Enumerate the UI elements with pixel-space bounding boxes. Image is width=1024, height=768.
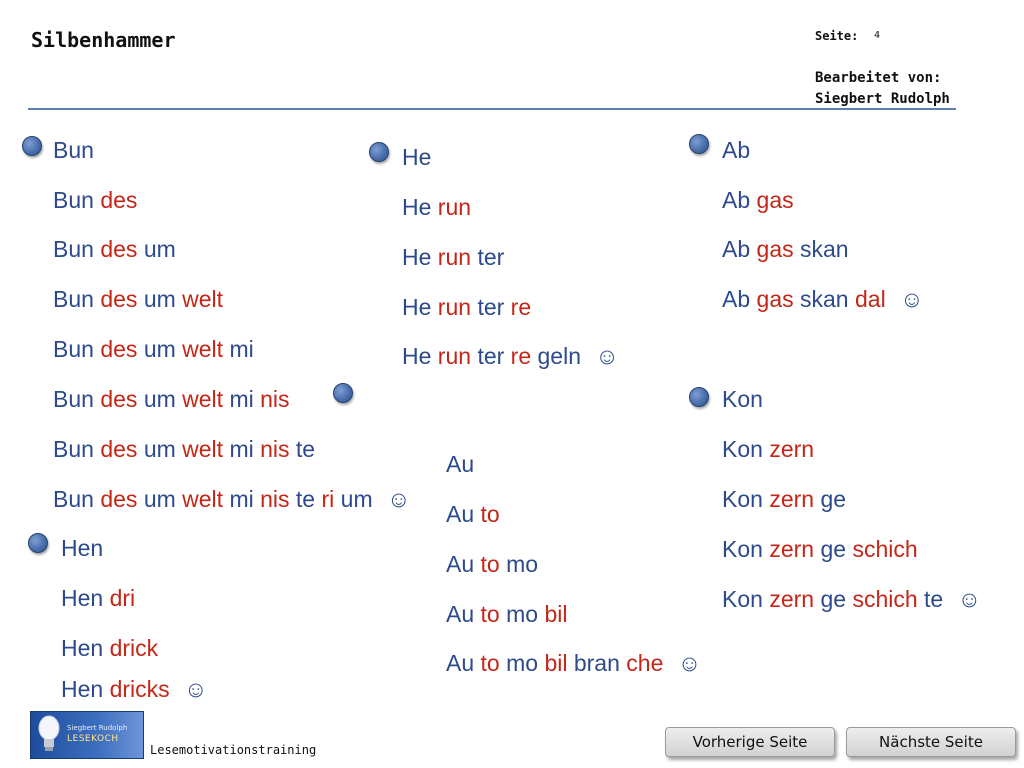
syllable: dricks [109, 676, 170, 702]
syllable: zern [769, 586, 815, 612]
syllable-line [722, 285, 924, 313]
syllable: Ab [722, 137, 751, 163]
bullet-dot-herunter[interactable] [369, 142, 389, 162]
syllable: geln [537, 343, 581, 369]
header-divider [28, 108, 956, 110]
syllable-line [61, 534, 103, 562]
syllable: Kon [722, 586, 763, 612]
syllable: mo [506, 650, 539, 676]
syllable-line [722, 385, 763, 413]
syllable-line [446, 649, 701, 677]
syllable: bil [544, 650, 568, 676]
syllable: welt [182, 286, 224, 312]
syllable: Kon [722, 436, 763, 462]
syllable: ge [820, 536, 847, 562]
syllable: ter [477, 343, 505, 369]
syllable-line [402, 143, 431, 171]
syllable: to [480, 650, 500, 676]
syllable: des [100, 236, 138, 262]
lesekoch-logo [30, 711, 144, 759]
syllable: te [295, 436, 316, 462]
bullet-dot-bundes[interactable] [22, 136, 42, 156]
syllable: Bun [53, 187, 94, 213]
syllable-line [53, 235, 176, 263]
syllable: Bun [53, 436, 94, 462]
syllable: mo [506, 551, 539, 577]
syllable: Hen [61, 585, 104, 611]
syllable: Hen [61, 535, 104, 561]
syllable-line [446, 600, 567, 628]
page-title: Silbenhammer [31, 28, 176, 52]
syllable-line [402, 243, 504, 271]
syllable: skan [800, 236, 849, 262]
syllable: um [143, 336, 176, 362]
syllable: He [402, 343, 432, 369]
syllable: des [100, 436, 138, 462]
syllable: drick [109, 635, 159, 661]
syllable: He [402, 194, 432, 220]
syllable: welt [182, 486, 224, 512]
bullet-dot-abgas[interactable] [689, 134, 709, 154]
syllable: run [437, 194, 472, 220]
logo-author: Siegbert Rudolph [67, 724, 128, 732]
syllable: nis [260, 386, 290, 412]
logo-brand: LESEKOCH [67, 734, 119, 744]
syllable: Ab [722, 286, 751, 312]
syllable: ge [820, 486, 847, 512]
syllable: schich [852, 536, 918, 562]
syllable: gas [756, 286, 794, 312]
syllable: dal [855, 286, 886, 312]
syllable: Ab [722, 187, 751, 213]
syllable: des [100, 286, 138, 312]
syllable: mo [506, 601, 539, 627]
syllable: Au [446, 551, 475, 577]
syllable: dri [109, 585, 136, 611]
syllable: Ab [722, 236, 751, 262]
syllable: Au [446, 601, 475, 627]
syllable-line [53, 285, 223, 313]
syllable-line [446, 550, 538, 578]
footer-label: Lesemotivationstraining [150, 743, 317, 757]
syllable: te [924, 586, 944, 612]
syllable-line [402, 342, 619, 370]
syllable-line [61, 675, 208, 703]
syllable-line [446, 500, 500, 528]
syllable-line [402, 293, 531, 321]
syllable: che [626, 650, 664, 676]
syllable: um [143, 386, 176, 412]
smiley-icon: ☺ [387, 486, 411, 512]
syllable: welt [182, 386, 224, 412]
syllable: des [100, 336, 138, 362]
syllable: welt [182, 336, 224, 362]
syllable: Bun [53, 386, 94, 412]
smiley-icon: ☺ [957, 586, 982, 612]
syllable-line [722, 186, 794, 214]
syllable: Au [446, 501, 475, 527]
syllable-line [446, 450, 474, 478]
syllable: ter [477, 294, 505, 320]
next-page-button[interactable]: Nächste Seite [846, 727, 1016, 757]
syllable: gas [756, 236, 794, 262]
smiley-icon: ☺ [595, 343, 619, 369]
syllable: schich [852, 586, 918, 612]
syllable: zern [769, 536, 815, 562]
syllable: mi [229, 486, 254, 512]
edited-label: Bearbeitet von: [815, 70, 942, 86]
syllable: ri [321, 486, 335, 512]
syllable: He [402, 144, 432, 170]
previous-page-button[interactable]: Vorherige Seite [665, 727, 835, 757]
syllable-line [402, 193, 471, 221]
syllable: Au [446, 650, 475, 676]
syllable: He [402, 294, 432, 320]
syllable: um [143, 236, 176, 262]
syllable-line [53, 335, 254, 363]
page-number: 4 [874, 30, 881, 41]
syllable: um [143, 486, 176, 512]
syllable: Kon [722, 486, 763, 512]
syllable: to [480, 551, 500, 577]
bullet-dot-henri[interactable] [28, 533, 48, 553]
syllable: um [340, 486, 373, 512]
syllable: des [100, 386, 138, 412]
syllable: des [100, 486, 138, 512]
syllable-line [53, 485, 411, 513]
author-name: Siegbert Rudolph [815, 91, 950, 107]
syllable: run [437, 343, 472, 369]
syllable: um [143, 436, 176, 462]
syllable: re [510, 343, 532, 369]
lightbulb-icon [37, 714, 61, 754]
syllable: te [295, 486, 316, 512]
edited-by [815, 68, 950, 110]
syllable: Bun [53, 336, 94, 362]
syllable-line [61, 584, 135, 612]
syllable: ter [477, 244, 505, 270]
syllable: to [480, 501, 500, 527]
syllable-line [722, 535, 918, 563]
page-label: Seite: [815, 29, 859, 43]
syllable: mi [229, 336, 254, 362]
syllable: ge [820, 586, 847, 612]
syllable-line [53, 385, 290, 413]
syllable-line [53, 435, 315, 463]
syllable: Hen [61, 635, 104, 661]
syllable-line [53, 136, 94, 164]
syllable: gas [756, 187, 794, 213]
syllable: Bun [53, 137, 94, 163]
smiley-icon: ☺ [677, 650, 702, 676]
bullet-dot-konzern[interactable] [689, 387, 709, 407]
syllable: to [480, 601, 500, 627]
syllable-line [722, 485, 846, 513]
syllable: bran [573, 650, 620, 676]
syllable: mi [229, 386, 254, 412]
syllable: bil [544, 601, 568, 627]
syllable: nis [260, 486, 290, 512]
syllable-line [61, 634, 158, 662]
syllable: skan [800, 286, 849, 312]
syllable: zern [769, 436, 815, 462]
syllable: um [143, 286, 176, 312]
syllable-line [722, 235, 849, 263]
syllable: welt [182, 436, 224, 462]
syllable: nis [260, 436, 290, 462]
syllable: Bun [53, 236, 94, 262]
syllable: zern [769, 486, 815, 512]
bullet-dot-auto[interactable] [333, 383, 353, 403]
syllable: Kon [722, 386, 763, 412]
syllable: Au [446, 451, 475, 477]
syllable: mi [229, 436, 254, 462]
syllable-line [722, 435, 814, 463]
syllable: Bun [53, 286, 94, 312]
syllable: Hen [61, 676, 104, 702]
syllable: re [510, 294, 532, 320]
smiley-icon: ☺ [900, 286, 924, 312]
syllable: He [402, 244, 432, 270]
syllable: run [437, 244, 472, 270]
syllable: des [100, 187, 138, 213]
syllable: Bun [53, 486, 94, 512]
syllable-line [53, 186, 137, 214]
syllable-line [722, 136, 750, 164]
syllable: run [437, 294, 472, 320]
syllable: Kon [722, 536, 763, 562]
syllable-line [722, 585, 981, 613]
smiley-icon: ☺ [184, 676, 208, 702]
